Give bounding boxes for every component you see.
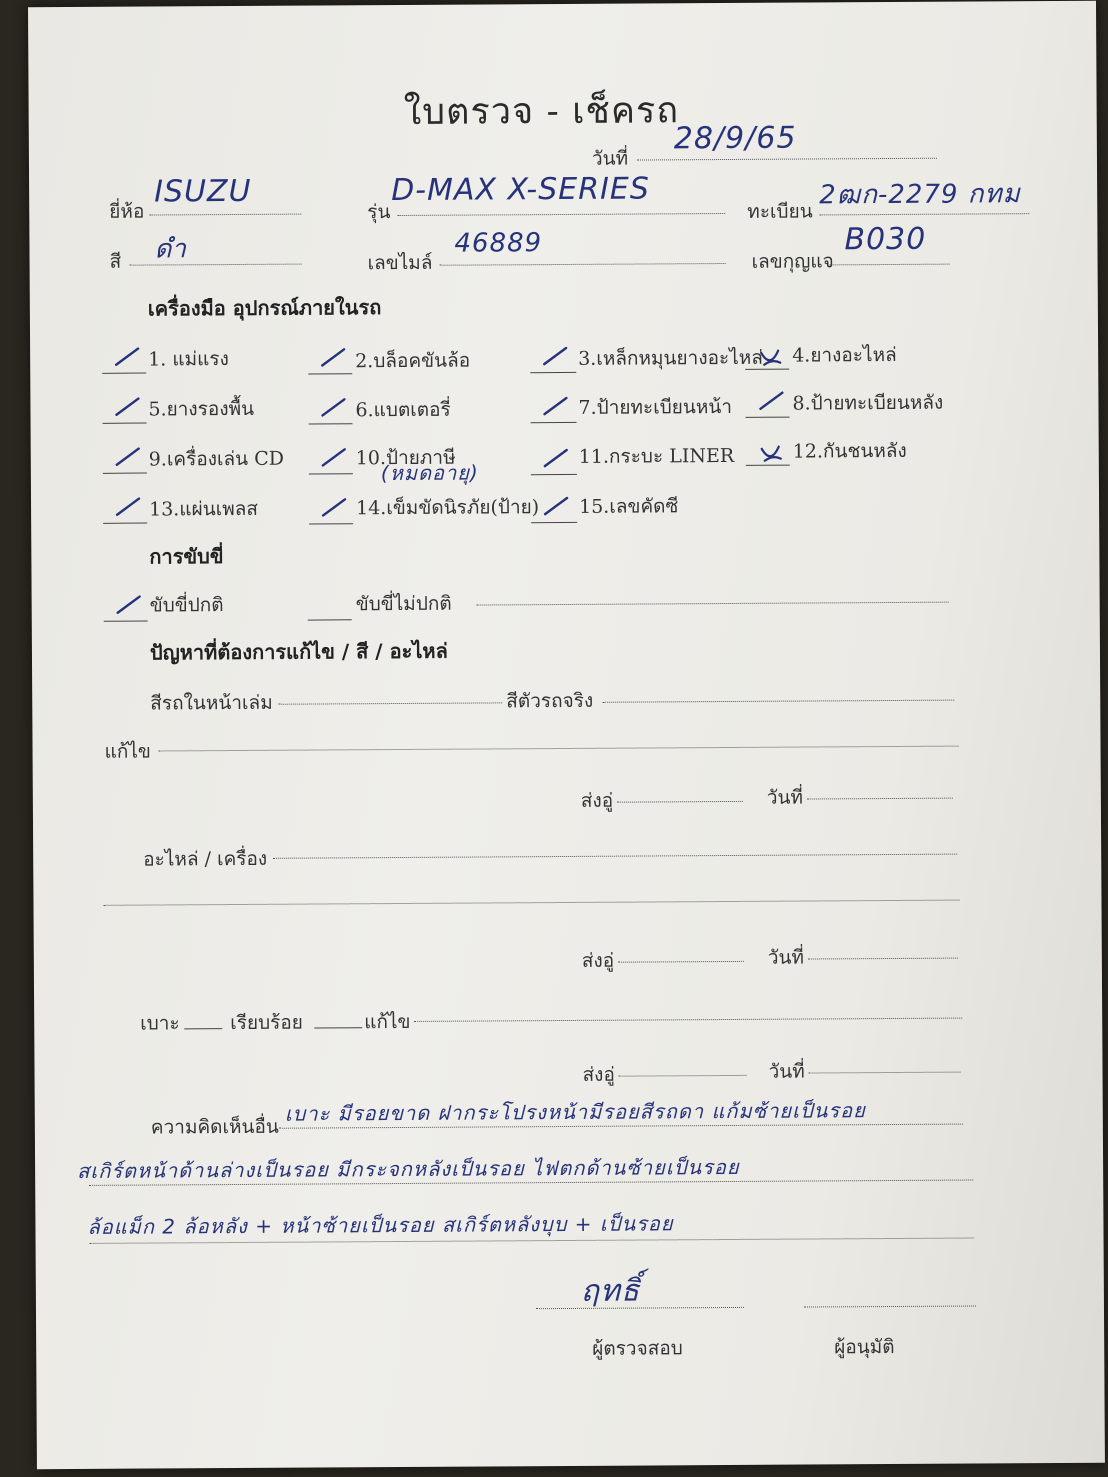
eq-blank-13 (103, 523, 147, 524)
model-value: D-MAX X-SERIES (391, 171, 650, 209)
date-label-1: วันที่ (766, 786, 804, 809)
driving-normal-label: ขับขี่ปกติ (149, 594, 224, 617)
check-mark-icon (116, 595, 142, 617)
mileage-line (440, 263, 726, 266)
eq-blank-4 (745, 369, 789, 370)
seat-fix-label: แก้ไข (364, 1010, 411, 1034)
check-mark-icon (115, 447, 141, 469)
eq-item-12: 12.กันชนหลัง (792, 439, 907, 463)
eq-item-9: 9.เครื่องเล่น CD (148, 447, 285, 471)
actual-color-line (602, 700, 954, 703)
form-title: ใบตรวจ - เช็ครถ (403, 90, 680, 133)
model-line (397, 213, 725, 216)
eq-item-14: 14.เข็มขัดนิรภัย(ป้าย) (356, 496, 540, 520)
check-mark-icon (114, 347, 140, 369)
eq-blank-8 (746, 417, 790, 418)
neat-label: เรียบร้อย (230, 1011, 303, 1035)
inspector-label: ผู้ตรวจสอบ (592, 1337, 683, 1360)
check-mark-icon (321, 447, 347, 469)
fix-line (159, 746, 959, 752)
eq-blank-5 (103, 423, 147, 424)
equipment-heading: เครื่องมือ อุปกรณ์ภายในรถ (147, 295, 382, 321)
brand-line (149, 214, 301, 216)
check-mark-icon (543, 448, 569, 470)
inspector-signature: ฤทธิ์ (580, 1273, 641, 1309)
eq-item-8: 8.ป้ายทะเบียนหลัง (792, 391, 944, 415)
check-mark-icon (758, 391, 784, 413)
send-line-3 (619, 1075, 747, 1077)
check-mark-icon (115, 497, 141, 519)
eq-item-7: 7.ป้ายทะเบียนหน้า (578, 395, 733, 419)
approver-label: ผู้อนุมัติ (834, 1335, 895, 1359)
driving-normal-blank (104, 621, 148, 622)
eq-item-1: 1. แม่แรง (148, 348, 229, 371)
seat-fix-line (414, 1018, 962, 1022)
date-line (637, 158, 937, 161)
color-value: ดำ (154, 234, 188, 265)
date-line-1 (807, 798, 953, 800)
eq-item-4: 4.ยางอะไหล่ (792, 343, 897, 367)
eq-item-15: 15.เลขคัดซี (579, 495, 679, 518)
color-label: สี (109, 250, 122, 273)
key-value: B030 (844, 221, 927, 258)
eq-blank-2 (308, 373, 352, 374)
check-mark-icon (114, 397, 140, 419)
send-line-1 (617, 801, 743, 803)
mileage-value: 46889 (454, 228, 543, 259)
key-line (830, 264, 950, 266)
eq-item-11: 11.กระบะ LINER (578, 444, 735, 468)
eq-item-5: 5.ยางรองพื้น (148, 397, 255, 421)
eq-blank-11 (531, 474, 577, 475)
parts-label: อะไหล่ / เครื่อง (143, 847, 268, 871)
check-mark-icon (320, 397, 346, 419)
check-mark-icon (320, 347, 346, 369)
eq-blank-10 (309, 473, 353, 474)
eq-item-3: 3.เหล็กหมุนยางอะไหล่ (578, 346, 763, 370)
check-mark-icon (543, 496, 569, 518)
problems-heading: ปัญหาที่ต้องการแก้ไข / สี / อะไหล่ (149, 638, 448, 665)
eq-blank-12 (746, 465, 790, 466)
driving-abnormal-blank (308, 619, 352, 620)
eq-blank-7 (531, 422, 577, 423)
plate-value: 2ฒก-2279 กทม (819, 179, 1021, 211)
driving-abnormal-label: ขับขี่ไม่ปกติ (355, 592, 452, 616)
eq-blank-14 (309, 523, 353, 524)
send-label-2: ส่งอู่ (581, 949, 615, 972)
date-line-2 (808, 958, 958, 960)
check-mark-icon (542, 396, 568, 418)
seat-blank-2 (314, 1027, 362, 1028)
mileage-label: เลขไมล์ (367, 251, 433, 275)
model-label: รุ่น (367, 201, 391, 224)
parts-line (273, 854, 957, 859)
x-mark-icon (758, 349, 782, 369)
eq-blank-3 (530, 372, 576, 373)
actual-color-label: สีตัวรถจริง (506, 689, 594, 713)
eq-item-10: 10.ป้ายภาษี (355, 446, 456, 470)
date-label: วันที่ (591, 147, 629, 170)
book-color-line (278, 702, 502, 704)
approver-sign-line (804, 1305, 976, 1307)
date-value: 28/9/65 (673, 120, 797, 157)
comments-line-3-text: ล้อแม็ก 2 ล้อหลัง + หน้าซ้ายเป็นรอย สเกิร์ตหลังบุบ + เป็นรอย (87, 1211, 674, 1239)
fix-label: แก้ไข (104, 740, 151, 763)
book-color-label: สีรถในหน้าเล่ม (150, 691, 273, 715)
tax-note: (หมดอายุ) (380, 460, 479, 486)
seat-label: เบาะ (140, 1012, 180, 1035)
parts-line-2 (103, 900, 959, 906)
eq-item-2: 2.บล็อคขันล้อ (355, 349, 471, 373)
send-line-2 (618, 961, 744, 963)
send-label-1: ส่งอู่ (580, 789, 614, 812)
eq-item-6: 6.แบตเตอรี่ (355, 398, 451, 422)
brand-value: ISUZU (154, 173, 252, 210)
date-line-3 (809, 1072, 961, 1074)
brand-label: ยี่ห้อ (109, 200, 145, 223)
date-label-2: วันที่ (767, 946, 805, 969)
key-label: เลขกุญแจ (751, 250, 834, 273)
eq-blank-9 (103, 473, 147, 474)
comments-label: ความคิดเห็นอื่น (150, 1115, 279, 1139)
eq-blank-6 (309, 423, 353, 424)
eq-blank-15 (531, 522, 577, 523)
eq-blank-1 (102, 373, 146, 374)
plate-label: ทะเบียน (747, 200, 813, 223)
driving-line (477, 602, 949, 606)
check-mark-icon (321, 497, 347, 519)
date-label-3: วันที่ (768, 1060, 805, 1083)
seat-blank-1 (184, 1028, 222, 1029)
eq-item-13: 13.แผ่นเพลส (149, 497, 258, 521)
check-mark-icon (542, 346, 568, 368)
send-label-3: ส่งอู่ (582, 1063, 615, 1086)
x-mark-icon (759, 445, 783, 465)
comments-line-2-text: สเกิร์ตหน้าด้านล่างเป็นรอย มีกระจกหลังเป็นรอย ไฟตกด้านซ้ายเป็นรอย (77, 1154, 740, 1183)
comments-line-1-text: เบาะ มีรอยขาด ฝากระโปรงหน้ามีรอยสีรถดา แก้มซ้ายเป็นรอย (284, 1098, 866, 1126)
inspection-form-paper (28, 1, 1105, 1469)
driving-heading: การขับขี่ (149, 544, 224, 569)
